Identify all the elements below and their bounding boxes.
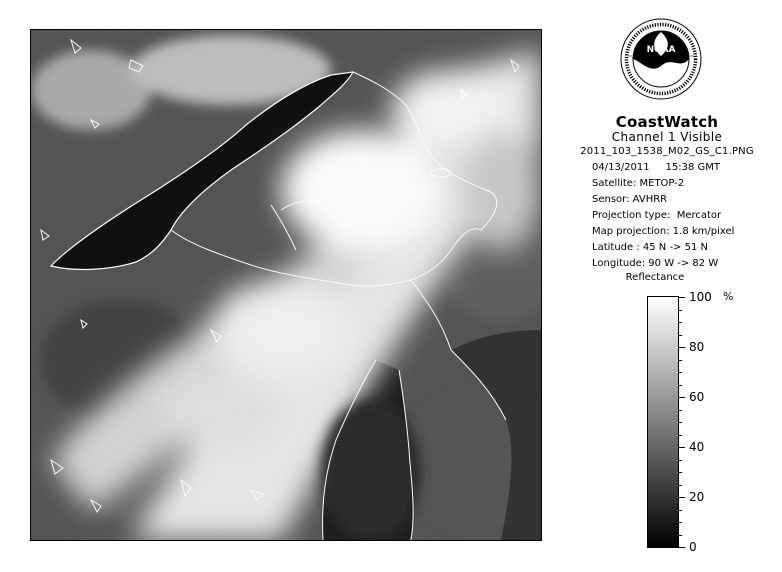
map-projection: Map projection: 1.8 km/pixel	[592, 226, 735, 237]
app-title: CoastWatch	[615, 113, 719, 131]
sensor-info: Sensor: AVHRR	[592, 194, 668, 205]
colorbar-major-tick	[679, 497, 685, 498]
colorbar-tick-label: 60	[689, 390, 705, 404]
noaa-logo-icon	[620, 18, 702, 100]
colorbar-minor-tick	[679, 522, 682, 523]
colorbar-tick-label: 40	[689, 440, 705, 454]
colorbar-tick-label: 100	[689, 290, 712, 304]
channel-subtitle: Channel 1 Visible	[611, 130, 723, 144]
colorbar-minor-tick	[679, 335, 682, 336]
image-noise	[31, 30, 541, 540]
colorbar-tick-label: 80	[689, 340, 705, 354]
colorbar-minor-tick	[679, 510, 682, 511]
colorbar-minor-tick	[679, 472, 682, 473]
colorbar-tick-label: 20	[689, 490, 705, 504]
colorbar-minor-tick	[679, 360, 682, 361]
colorbar-minor-tick	[679, 422, 682, 423]
logo-center-text: NOAA	[646, 45, 676, 55]
colorbar-unit: %	[723, 290, 734, 303]
colorbar-major-tick	[679, 447, 685, 448]
colorbar-minor-tick	[679, 485, 682, 486]
longitude-range: Longitude: 90 W -> 82 W	[592, 258, 719, 269]
colorbar-minor-tick	[679, 385, 682, 386]
latitude-range: Latitude : 45 N -> 51 N	[592, 242, 708, 253]
colorbar-major-tick	[679, 547, 685, 548]
date-time: 04/13/2011 15:38 GMT	[592, 162, 721, 173]
colorbar-tick-label: 0	[689, 540, 697, 554]
projection-type: Projection type: Mercator	[592, 210, 722, 221]
satellite-image-svg	[31, 30, 541, 540]
colorbar-minor-tick	[679, 310, 682, 311]
colorbar-major-tick	[679, 297, 685, 298]
colorbar-minor-tick	[679, 372, 682, 373]
colorbar-minor-tick	[679, 535, 682, 536]
colorbar-minor-tick	[679, 322, 682, 323]
colorbar-minor-tick	[679, 435, 682, 436]
file-name: 2011_103_1538_M02_GS_C1.PNG	[580, 146, 754, 157]
colorbar	[647, 296, 679, 548]
satellite-info: Satellite: METOP-2	[592, 178, 685, 189]
colorbar-label: Reflectance	[625, 272, 685, 283]
colorbar-major-tick	[679, 397, 685, 398]
satellite-image	[30, 29, 542, 541]
colorbar-major-tick	[679, 347, 685, 348]
colorbar-minor-tick	[679, 410, 682, 411]
colorbar-minor-tick	[679, 460, 682, 461]
